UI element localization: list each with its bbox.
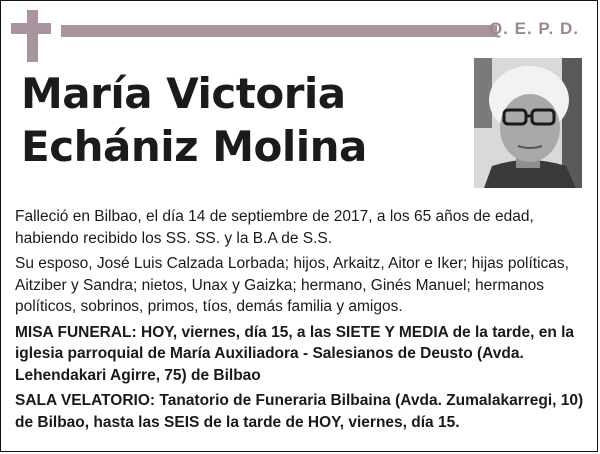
cross-icon [27,10,38,62]
cross-icon-bar [11,23,51,34]
name-line-1: María Victoria [21,69,346,118]
qepd-badge: Q. E. P. D. [488,19,579,38]
portrait-image [474,58,582,188]
funeral-mass: MISA FUNERAL: HOY, viernes, día 15, a las SIETE Y MEDIA de la tarde, en la iglesia parroquial de María Auxiliadora - Salesianos de Deusto (Avda. Lehendakari Agirre, 75) de Bilbao [15,323,575,384]
wake-room: SALA VELATORIO: Tanatorio de Funeraria Bilbaina (Avda. Zumalakarregi, 10) de Bilbao, hasta las SEIS de la tarde de HOY, viernes, día 15. [15,392,584,431]
portrait-photo [474,58,582,188]
obituary-text [15,206,585,437]
death-notice: Falleció en Bilbao, el día 14 de septiembre de 2017, a los 65 años de edad, habiendo recibido los SS. SS. y la B.A de S.S. [15,208,534,247]
family-list: Su esposo, José Luis Calzada Lorbada; hijos, Arkaitz, Aitor e Iker; hijas políticas, Aitziber y Sandra; nietos, Unax y Gaizka; hermano, Ginés Manuel; hermanos políticos, sobrinos, primos, tíos, demás familia y amigos. [15,255,569,315]
header-band [61,25,497,37]
deceased-name [21,67,367,173]
name-line-2: Echániz Molina [21,122,367,171]
